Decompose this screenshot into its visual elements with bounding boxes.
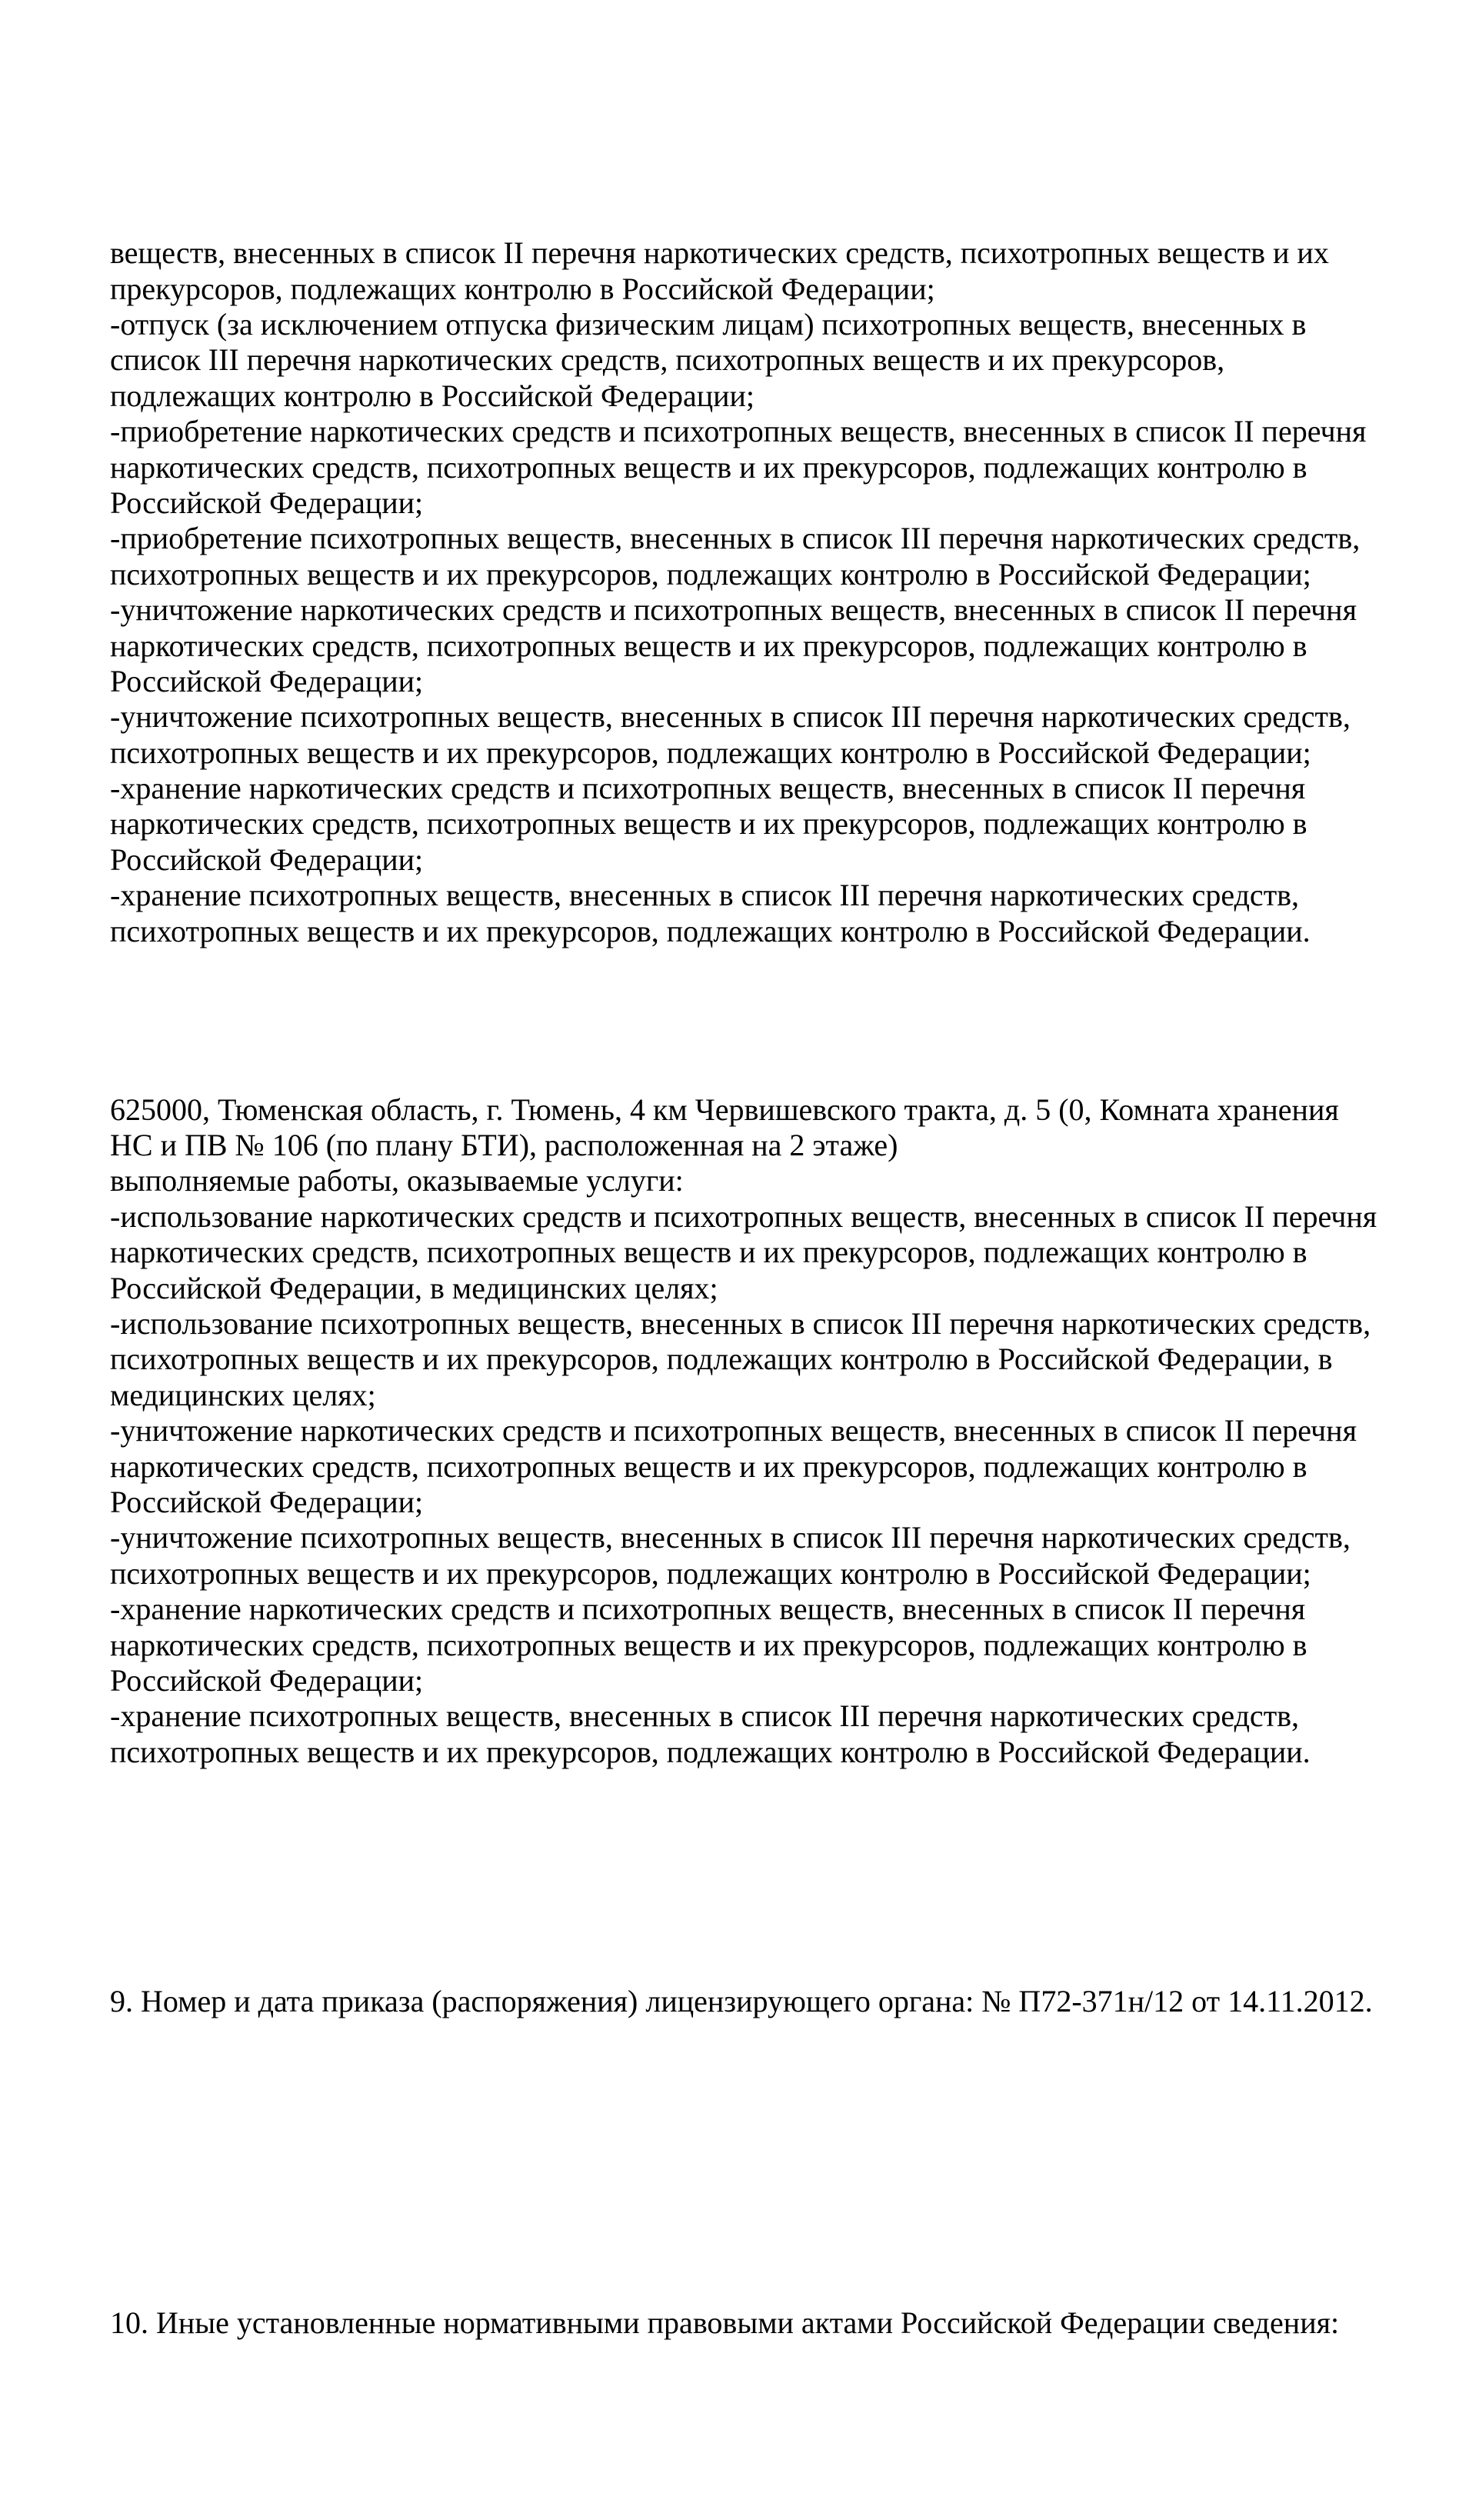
text-line: прекурсоров, подлежащих контролю в Российской Федерации; — [110, 271, 935, 306]
order-number-text: 9. Номер и дата приказа (распоряжения) лицензирующего органа: № П72-371н/12 от 14.11.2012. — [110, 1984, 1373, 2019]
paragraph-licensed-activities — [110, 235, 1394, 949]
text-line: -хранение психотропных веществ, внесенных в список III перечня наркотических средств, — [110, 1698, 1300, 1734]
text-line: наркотических средств, психотропных веществ и их прекурсоров, подлежащих контролю в — [110, 1627, 1307, 1662]
text-line: Российской Федерации; — [110, 1662, 424, 1698]
text-line: подлежащих контролю в Российской Федерации; — [110, 378, 755, 413]
other-info-text: 10. Иные установленные нормативными правовыми актами Российской Федерации сведения: — [110, 2305, 1340, 2341]
text-line: -хранение наркотических средств и психотропных веществ, внесенных в список II перечня — [110, 771, 1306, 806]
text-line: -использование психотропных веществ, внесенных в список III перечня наркотических средств, — [110, 1305, 1371, 1341]
text-line: психотропных веществ и их прекурсоров, подлежащих контролю в Российской Федерации; — [110, 1555, 1311, 1591]
text-line: наркотических средств, психотропных веществ и их прекурсоров, подлежащих контролю в — [110, 1448, 1307, 1484]
text-line: -уничтожение наркотических средств и психотропных веществ, внесенных в список II перечня — [110, 592, 1357, 628]
text-line: -уничтожение психотропных веществ, внесенных в список III перечня наркотических средств, — [110, 1520, 1351, 1555]
text-line: -уничтожение психотропных веществ, внесенных в список III перечня наркотических средств, — [110, 699, 1351, 735]
paragraph-address-and-services — [110, 1092, 1394, 1770]
text-line: Российской Федерации; — [110, 663, 424, 698]
text-line: -хранение наркотических средств и психотропных веществ, внесенных в список II перечня — [110, 1592, 1306, 1627]
text-line: наркотических средств, психотропных веществ и их прекурсоров, подлежащих контролю в — [110, 1235, 1307, 1270]
text-line: психотропных веществ и их прекурсоров, подлежащих контролю в Российской Федерации, в — [110, 1342, 1333, 1377]
text-line: -хранение психотропных веществ, внесенных в список III перечня наркотических средств, — [110, 878, 1300, 913]
text-line: -уничтожение наркотических средств и психотропных веществ, внесенных в список II перечня — [110, 1413, 1357, 1448]
text-line: наркотических средств, психотропных веществ и их прекурсоров, подлежащих контролю в — [110, 628, 1307, 663]
text-line: -отпуск (за исключением отпуска физическим лицам) психотропных веществ, внесенных в — [110, 307, 1307, 342]
text-line: наркотических средств, психотропных веществ и их прекурсоров, подлежащих контролю в — [110, 806, 1307, 842]
text-line: НС и ПВ № 106 (по плану БТИ), расположенная на 2 этаже) — [110, 1128, 898, 1163]
text-line: наркотических средств, психотропных веществ и их прекурсоров, подлежащих контролю в — [110, 449, 1307, 485]
text-line: Российской Федерации; — [110, 485, 424, 520]
text-line: медицинских целях; — [110, 1377, 376, 1412]
text-line: -приобретение наркотических средств и психотропных веществ, внесенных в список II перечня — [110, 414, 1367, 449]
text-line: -приобретение психотропных веществ, внесенных в список III перечня наркотических средств, — [110, 521, 1361, 556]
text-line: веществ, внесенных в список II перечня наркотических средств, психотропных веществ и их — [110, 235, 1329, 271]
text-line: Российской Федерации; — [110, 842, 424, 877]
order-number-line — [110, 1913, 1394, 2092]
document-text — [110, 128, 1394, 2520]
text-line: Российской Федерации; — [110, 1484, 424, 1519]
text-line: список III перечня наркотических средств, психотропных веществ и их прекурсоров, — [110, 342, 1225, 378]
text-line: 625000, Тюменская область, г. Тюмень, 4 км Червишевского тракта, д. 5 (0, Комната хранения — [110, 1092, 1339, 1127]
text-line: Российской Федерации, в медицинских целях; — [110, 1270, 718, 1305]
text-line: психотропных веществ и их прекурсоров, подлежащих контролю в Российской Федерации. — [110, 913, 1311, 948]
text-line: -использование наркотических средств и психотропных веществ, внесенных в список II перечня — [110, 1198, 1377, 1234]
text-line: психотропных веществ и их прекурсоров, подлежащих контролю в Российской Федерации; — [110, 735, 1311, 770]
other-info-line — [110, 2234, 1394, 2412]
text-line: психотропных веществ и их прекурсоров, подлежащих контролю в Российской Федерации. — [110, 1734, 1311, 1769]
text-line: психотропных веществ и их прекурсоров, подлежащих контролю в Российской Федерации; — [110, 556, 1311, 592]
text-line: выполняемые работы, оказываемые услуги: — [110, 1163, 684, 1198]
